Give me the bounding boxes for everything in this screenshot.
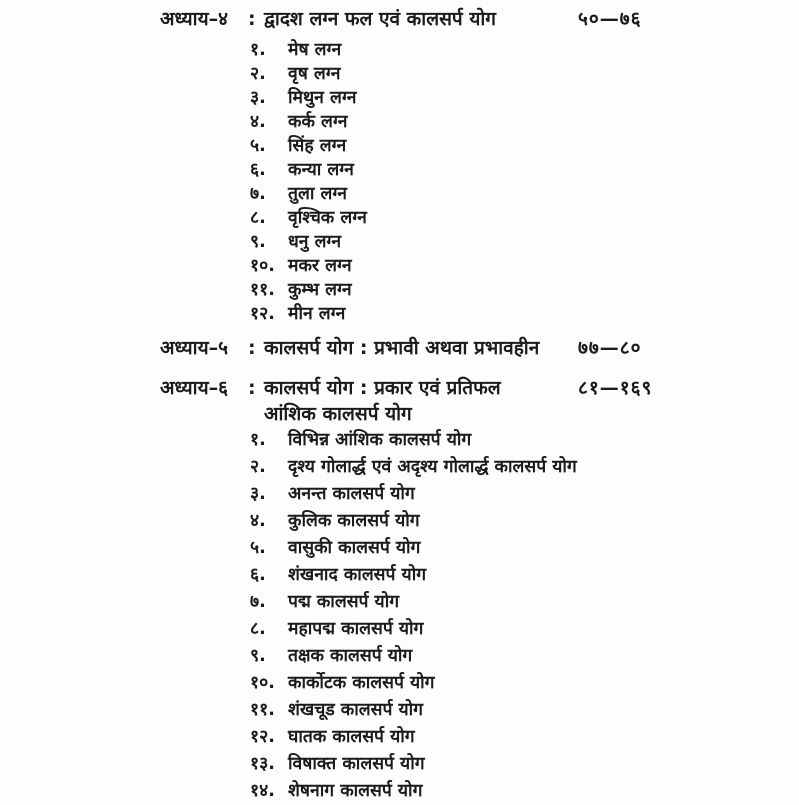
chapter-4-page-range: ५०—७६ [578, 8, 642, 30]
item-text: मिथुन लग्न [288, 88, 357, 108]
item-number: २. [250, 457, 266, 477]
chapter-6-section [160, 375, 799, 805]
item-number: ८. [250, 619, 266, 639]
chapter-6-title: कालसर्प योग : प्रकार एवं प्रतिफल [264, 377, 501, 399]
toc-item [250, 427, 799, 454]
item-number: १०. [250, 256, 275, 276]
toc-item [250, 778, 799, 805]
item-number: १२. [250, 727, 275, 747]
chapter-4-item-list [160, 38, 799, 326]
item-number: १४. [250, 781, 275, 801]
item-number: ७. [250, 184, 266, 204]
item-text: वासुकी कालसर्प योग [288, 538, 421, 558]
chapter-5-colon: : [248, 337, 256, 359]
toc-item [250, 86, 799, 110]
toc-item [250, 535, 799, 562]
item-text: मीन लग्न [288, 304, 346, 324]
item-text: कार्कोटक कालसर्प योग [288, 673, 435, 693]
toc-item [250, 697, 799, 724]
toc-item [250, 302, 799, 326]
chapter-6-subtitle: आंशिक कालसर्प योग [264, 403, 412, 425]
item-number: १२. [250, 304, 275, 324]
chapter-5-page-range: ७७—८० [578, 337, 642, 359]
item-text: वृष लग्न [288, 64, 341, 84]
item-number: २. [250, 64, 266, 84]
chapter-5-label: अध्याय–५ [160, 337, 229, 359]
toc-item [250, 454, 799, 481]
section-gap [160, 326, 799, 335]
toc-item [250, 508, 799, 535]
toc-item [250, 182, 799, 206]
chapter-5-heading [160, 335, 799, 361]
item-text: कर्क लग्न [288, 112, 348, 132]
item-number: १. [250, 40, 266, 60]
item-text: पद्म कालसर्प योग [288, 592, 400, 612]
toc-item [250, 278, 799, 302]
item-number: ६. [250, 160, 266, 180]
chapter-6-item-list [160, 427, 799, 805]
toc-item [250, 38, 799, 62]
item-number: १०. [250, 673, 275, 693]
chapter-6-label: अध्याय–६ [160, 377, 229, 399]
toc-item [250, 62, 799, 86]
item-text: विभिन्न आंशिक कालसर्प योग [288, 430, 472, 450]
toc-item [250, 616, 799, 643]
chapter-6-colon: : [248, 377, 256, 399]
item-number: ९. [250, 646, 266, 666]
item-number: १. [250, 430, 266, 450]
item-text: महापद्म कालसर्प योग [288, 619, 424, 639]
chapter-4-title: द्वादश लग्न फल एवं कालसर्प योग [264, 8, 496, 30]
section-gap [160, 361, 799, 375]
toc-item [250, 110, 799, 134]
chapter-4-colon: : [248, 8, 256, 30]
chapter-5-section [160, 335, 799, 361]
item-text: कन्या लग्न [288, 160, 354, 180]
item-text: शंखचूड कालसर्प योग [288, 700, 424, 720]
chapter-5-title: कालसर्प योग : प्रभावी अथवा प्रभावहीन [264, 337, 540, 359]
item-number: ५. [250, 538, 266, 558]
item-text: घातक कालसर्प योग [288, 727, 415, 747]
item-text: कुलिक कालसर्प योग [288, 511, 420, 531]
toc-item [250, 206, 799, 230]
item-number: १३. [250, 754, 275, 774]
toc-item [250, 134, 799, 158]
toc-item [250, 589, 799, 616]
chapter-6-page-range: ८१—१६९ [578, 377, 653, 399]
item-text: तक्षक कालसर्प योग [288, 646, 413, 666]
toc-item [250, 254, 799, 278]
item-text: मेष लग्न [288, 40, 342, 60]
item-number: ८. [250, 208, 266, 228]
chapter-4-heading [160, 6, 799, 32]
item-text: शंखनाद कालसर्प योग [288, 565, 427, 585]
item-text: कुम्भ लग्न [288, 280, 352, 300]
item-text: विषाक्त कालसर्प योग [288, 754, 425, 774]
item-number: ४. [250, 511, 266, 531]
item-text: मकर लग्न [288, 256, 352, 276]
item-text: सिंह लग्न [288, 136, 347, 156]
item-number: ७. [250, 592, 266, 612]
item-text: अनन्त कालसर्प योग [288, 484, 415, 504]
item-number: ३. [250, 88, 266, 108]
item-text: तुला लग्न [288, 184, 347, 204]
toc-item [250, 670, 799, 697]
toc-item [250, 230, 799, 254]
item-number: ११. [250, 700, 275, 720]
item-text: वृश्चिक लग्न [288, 208, 367, 228]
toc-item [250, 643, 799, 670]
item-number: ५. [250, 136, 266, 156]
toc-item [250, 481, 799, 508]
toc-item [250, 562, 799, 589]
item-number: ३. [250, 484, 266, 504]
toc-item [250, 158, 799, 182]
item-text: दृश्य गोलार्द्ध एवं अदृश्य गोलार्द्ध कालसर्प योग [288, 457, 577, 477]
chapter-4-section [160, 6, 799, 326]
item-text: धनु लग्न [288, 232, 342, 252]
toc-item [250, 751, 799, 778]
item-number: ११. [250, 280, 275, 300]
item-text: शेषनाग कालसर्प योग [288, 781, 423, 801]
toc-item [250, 724, 799, 751]
chapter-6-heading [160, 375, 799, 401]
item-number: ४. [250, 112, 266, 132]
chapter-4-label: अध्याय–४ [160, 8, 229, 30]
item-number: ६. [250, 565, 266, 585]
item-number: ९. [250, 232, 266, 252]
